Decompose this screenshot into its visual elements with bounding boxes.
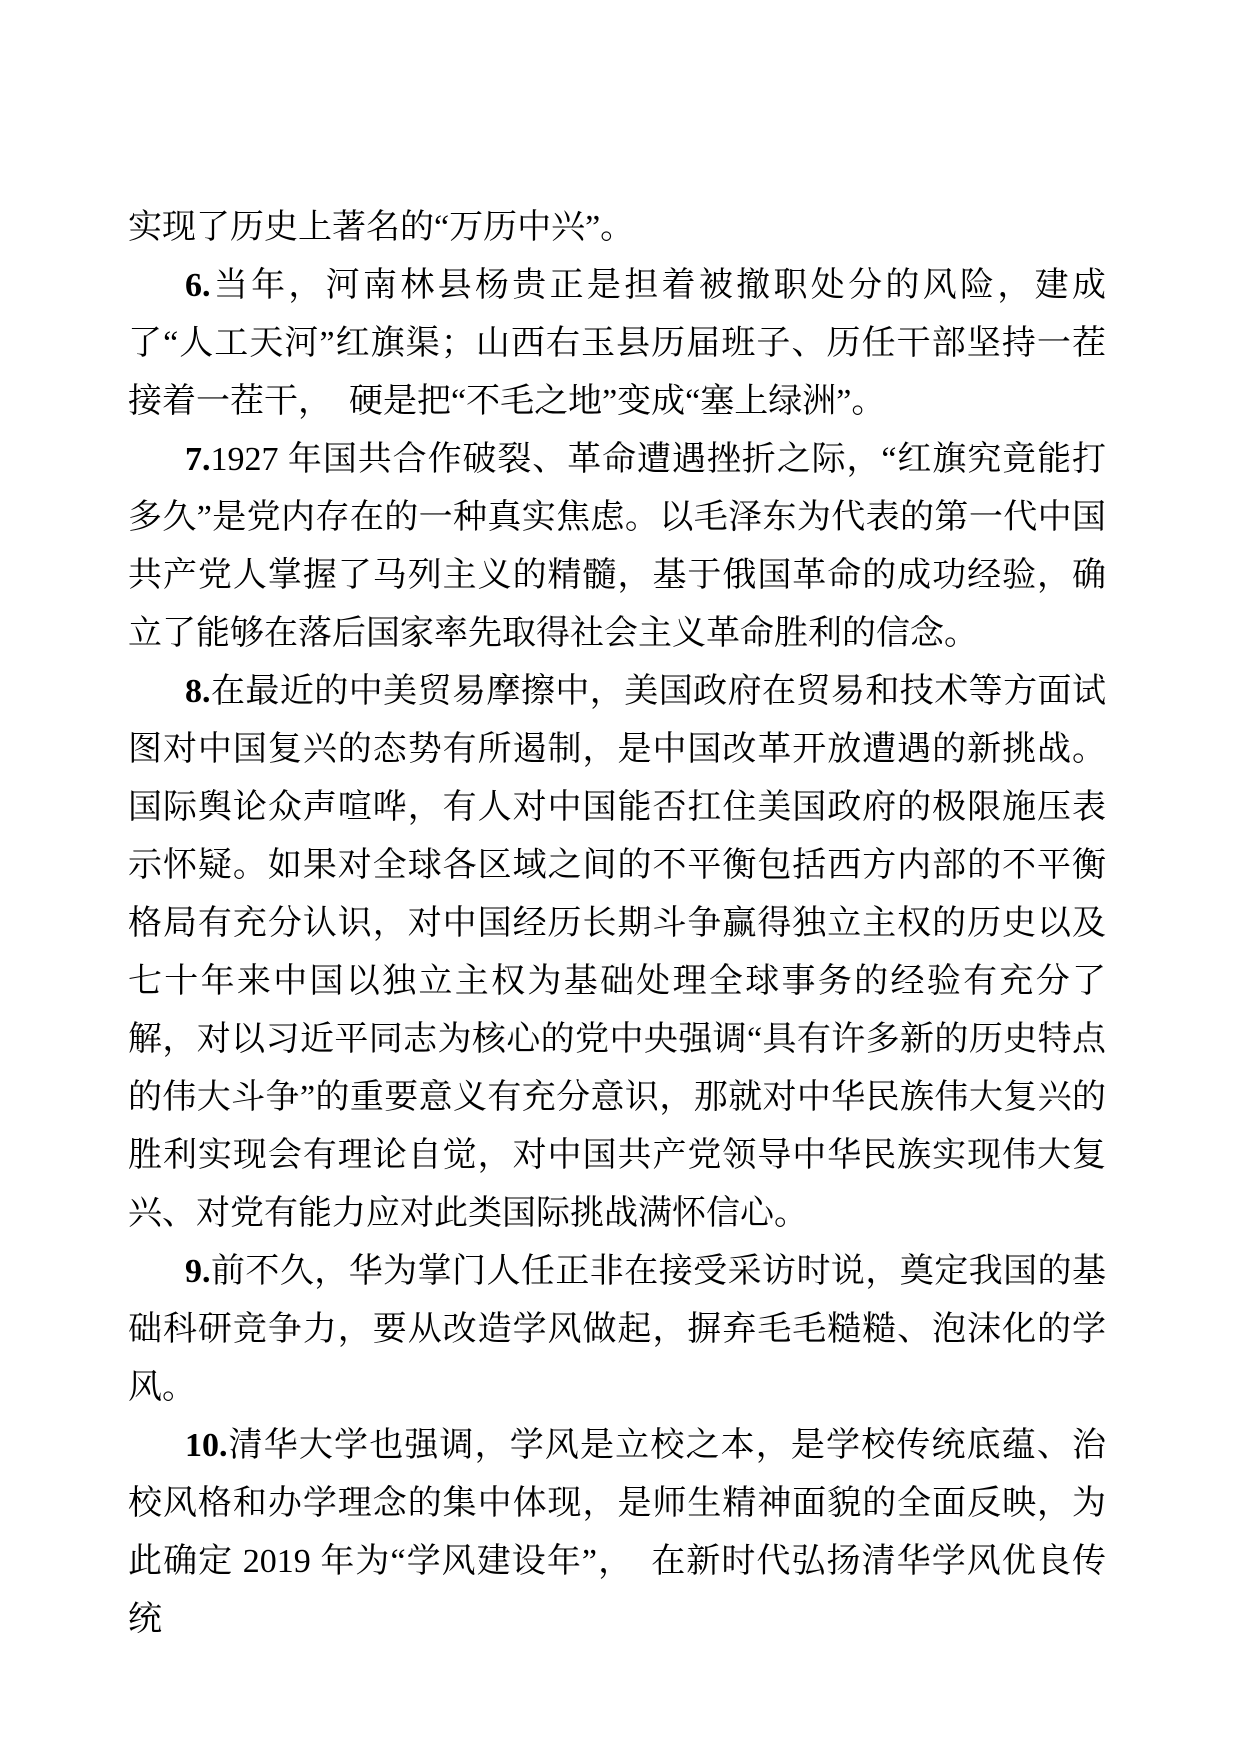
paragraph-text: 前不久，华为掌门人任正非在接受采访时说，奠定我国的基础科研竞争力，要从改造学风做起，摒弃毛毛糙糙、泡沫化的学风。: [128, 1253, 1106, 1406]
paragraph-text: 实现了历史上著名的“万历中兴”。: [128, 209, 635, 246]
paragraph-number: 10.: [185, 1427, 228, 1464]
paragraph-9: [128, 1243, 1106, 1417]
paragraph-10: [128, 1417, 1106, 1649]
paragraph-number: 8.: [185, 673, 211, 710]
paragraph-8: [128, 663, 1106, 1243]
paragraph-text: 当年，河南林县杨贵正是担着被撤职处分的风险，建成了“人工天河”红旗渠；山西右玉县历届班子、历任干部坚持一茬接着一茬干， 硬是把“不毛之地”变成“塞上绿洲”。: [128, 267, 1106, 420]
paragraph-text: 在最近的中美贸易摩擦中，美国政府在贸易和技术等方面试图对中国复兴的态势有所遏制，是中国改革开放遭遇的新挑战。国际舆论众声喧哗，有人对中国能否扛住美国政府的极限施压表示怀疑。如果对全球各区域之间的不平衡包括西方内部的不平衡格局有充分认识，对中国经历长期斗争赢得独立主权的历史以及七十年来中国以独立主权为基础处理全球事务的经验有充分了解，对以习近平同志为核心的党中央强调“具有许多新的历史特点的伟大斗争”的重要意义有充分意识，那就对中华民族伟大复兴的胜利实现会有理论自觉，对中国共产党领导中华民族实现伟大复兴、对党有能力应对此类国际挑战满怀信心。: [128, 673, 1106, 1232]
paragraph-number: 9.: [185, 1253, 211, 1290]
paragraph-text: 1927 年国共合作破裂、革命遭遇挫折之际，“红旗究竟能打多久”是党内存在的一种真实焦虑。以毛泽东为代表的第一代中国共产党人掌握了马列主义的精髓，基于俄国革命的成功经验，确立了能够在落后国家率先取得社会主义革命胜利的信念。: [128, 441, 1106, 652]
text-block: [128, 199, 1106, 1649]
paragraph-continuation: [128, 199, 1106, 257]
paragraph-number: 7.: [185, 441, 211, 478]
paragraph-7: [128, 431, 1106, 663]
paragraph-number: 6.: [185, 267, 211, 304]
paragraph-6: [128, 257, 1106, 431]
paragraph-text: 清华大学也强调，学风是立校之本，是学校传统底蕴、治校风格和办学理念的集中体现，是师生精神面貌的全面反映，为此确定 2019 年为“学风建设年”， 在新时代弘扬清华学风优良传统: [128, 1427, 1106, 1638]
